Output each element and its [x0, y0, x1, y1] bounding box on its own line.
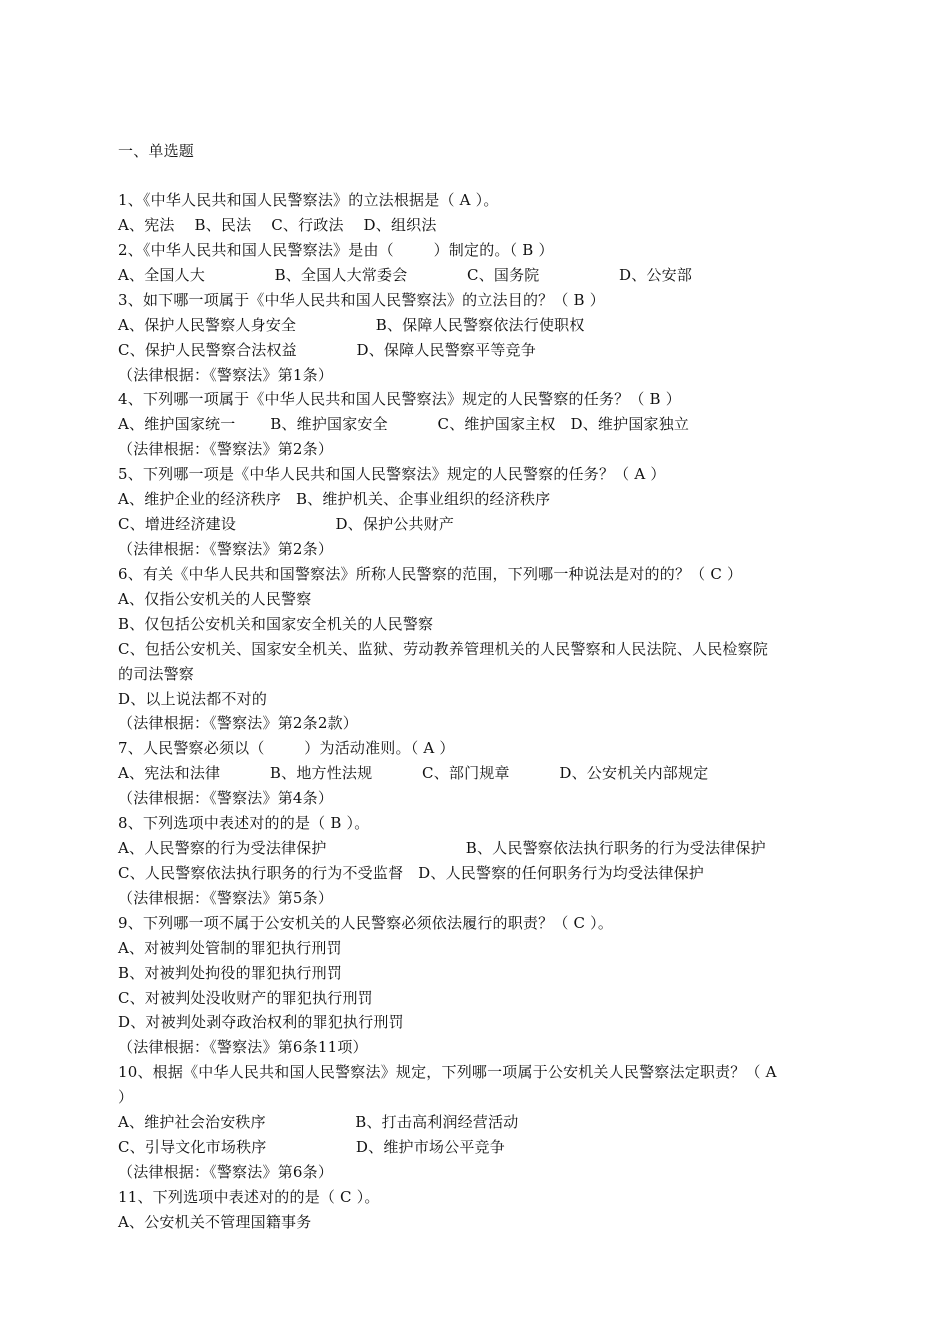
- question-8-options-cd: C、人民警察依法执行职务的行为不受监督 D、人民警察的任何职务行为均受法律保护: [118, 864, 705, 882]
- question-9-option-c: C、对被判处没收财产的罪犯执行刑罚: [118, 989, 373, 1007]
- question-10-options-cd: C、引导文化市场秩序 D、维护市场公平竞争: [118, 1138, 505, 1156]
- question-5-options-ab: A、维护企业的经济秩序 B、维护机关、企事业组织的经济秩序: [118, 490, 551, 508]
- question-9-basis: （法律根据：《警察法》第6条11项）: [118, 1038, 368, 1056]
- question-4-basis: （法律根据：《警察法》第2条）: [118, 440, 334, 458]
- question-9-option-b: B、对被判处拘役的罪犯执行刑罚: [118, 964, 343, 982]
- question-4-options: A、维护国家统一 B、维护国家安全 C、维护国家主权 D、维护国家独立: [118, 415, 690, 433]
- question-5-options-cd: C、增进经济建设 D、保护公共财产: [118, 515, 455, 533]
- question-9: 9、下列哪一项不属于公安机关的人民警察必须依法履行的职责？（ C ）。: [118, 914, 614, 932]
- question-2-options: A、全国人大 B、全国人大常委会 C、国务院 D、公安部: [118, 266, 693, 284]
- question-1-options: A、宪法 B、民法 C、行政法 D、组织法: [118, 216, 437, 234]
- question-6-option-c: C、包括公安机关、国家安全机关、监狱、劳动教养管理机关的人民警察和人民法院、人民检察院: [118, 640, 769, 658]
- question-11: 11、下列选项中表述对的的是（ C ）。: [118, 1188, 380, 1206]
- section-heading: 一、单选题: [118, 142, 195, 160]
- question-8: 8、下列选项中表述对的的是（ B ）。: [118, 814, 370, 832]
- question-6-option-a: A、仅指公安机关的人民警察: [118, 590, 312, 608]
- question-6-option-b: B、仅包括公安机关和国家安全机关的人民警察: [118, 615, 434, 633]
- question-10: 10、根据《中华人民共和国人民警察法》规定，下列哪一项属于公安机关人民警察法定职责？（ A: [118, 1063, 777, 1081]
- question-9-option-d: D、对被判处剥夺政治权利的罪犯执行刑罚: [118, 1013, 404, 1031]
- question-10-options-ab: A、维护社会治安秩序 B、打击高利润经营活动: [118, 1113, 519, 1131]
- question-4: 4、下列哪一项属于《中华人民共和国人民警察法》规定的人民警察的任务？（ B ）: [118, 390, 681, 408]
- question-3-basis: （法律根据：《警察法》第1条）: [118, 366, 334, 384]
- question-10-basis: （法律根据：《警察法》第6条）: [118, 1163, 334, 1181]
- question-3: 3、如下哪一项属于《中华人民共和国人民警察法》的立法目的？（ B ）: [118, 291, 605, 309]
- question-1: 1、《中华人民共和国人民警察法》的立法根据是（ A ）。: [118, 191, 499, 209]
- question-8-basis: （法律根据：《警察法》第5条）: [118, 889, 334, 907]
- question-6-option-c-cont: 的司法警察: [118, 665, 195, 683]
- question-7: 7、人民警察必须以（ ）为活动准则。（ A ）: [118, 739, 455, 757]
- question-5-basis: （法律根据：《警察法》第2条）: [118, 540, 334, 558]
- question-2: 2、《中华人民共和国人民警察法》是由（ ）制定的。（ B ）: [118, 241, 554, 259]
- question-7-options: A、宪法和法律 B、地方性法规 C、部门规章 D、公安机关内部规定: [118, 764, 709, 782]
- question-3-options-ab: A、保护人民警察人身安全 B、保障人民警察依法行使职权: [118, 316, 585, 334]
- question-5: 5、下列哪一项是《中华人民共和国人民警察法》规定的人民警察的任务？（ A ）: [118, 465, 666, 483]
- question-11-option-a: A、公安机关不管理国籍事务: [118, 1213, 312, 1231]
- question-8-options-ab: A、人民警察的行为受法律保护 B、人民警察依法执行职务的行为受法律保护: [118, 839, 766, 857]
- question-10-cont: ）: [118, 1088, 134, 1106]
- question-6-option-d: D、以上说法都不对的: [118, 690, 268, 708]
- question-6-basis: （法律根据：《警察法》第2条2款）: [118, 714, 358, 732]
- question-9-option-a: A、对被判处管制的罪犯执行刑罚: [118, 939, 342, 957]
- question-7-basis: （法律根据：《警察法》第4条）: [118, 789, 334, 807]
- question-6: 6、有关《中华人民共和国警察法》所称人民警察的范围，下列哪一种说法是对的的？（ C ）: [118, 565, 743, 583]
- question-3-options-cd: C、保护人民警察合法权益 D、保障人民警察平等竞争: [118, 341, 536, 359]
